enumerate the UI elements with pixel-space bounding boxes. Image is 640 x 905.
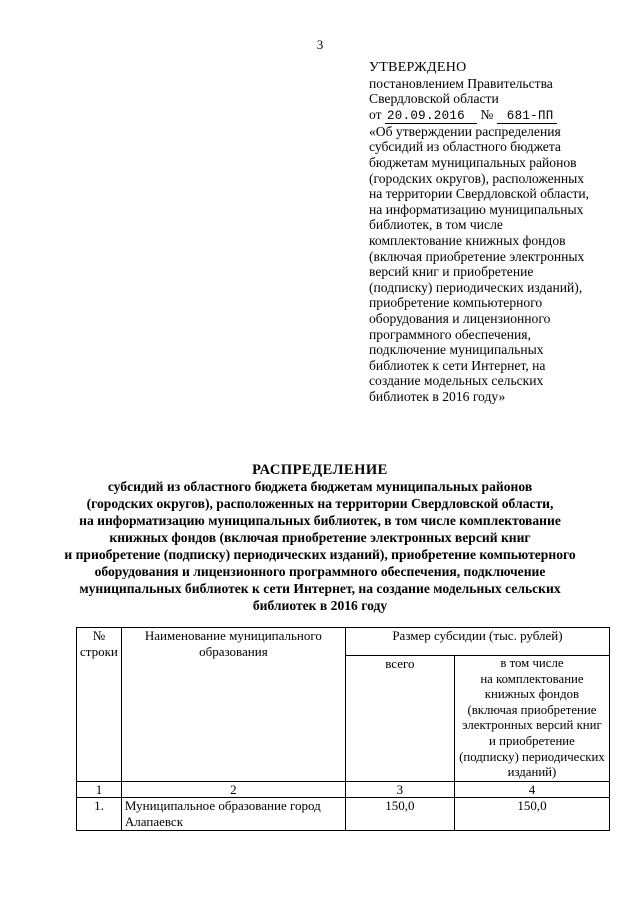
approval-line: создание модельных сельских [369, 373, 544, 389]
approval-line: «Об утверждении распределения [369, 123, 561, 139]
approval-line: комплектование книжных фондов [369, 232, 566, 248]
table-row [77, 798, 610, 830]
approval-line: версий книг и приобретение [369, 264, 534, 280]
municipality-name: Муниципальное образование город Алапаевск [121, 798, 345, 830]
column-number: 2 [121, 781, 345, 798]
approval-line: на территории Свердловской области, [369, 186, 590, 202]
approval-heading: УТВЕРЖДЕНО [369, 60, 467, 75]
subtitle-line: субсидий из областного бюджета бюджетам муниципальных районов [107, 479, 533, 494]
document-title: РАСПРЕДЕЛЕНИЕ [252, 462, 388, 478]
approval-block [369, 60, 619, 404]
approval-line: библиотек к сети Интернет, на [369, 357, 546, 373]
approval-line: библиотек в 2016 году» [369, 388, 506, 404]
column-number: 1 [77, 781, 122, 798]
subtitle-line: муниципальных библиотек к сети Интернет, на создание модельных сельских [79, 581, 561, 596]
column-number: 3 [345, 781, 454, 798]
table-header-row [77, 628, 610, 656]
header-including: в том числе на комплектование книжных фондов (включая приобретение электронных версий книг и приобретение (подписку) периодических изданий) [454, 656, 609, 782]
subtitle-line: оборудования и лицензионного программного обеспечения, подключение [94, 564, 546, 579]
header-subsidy-size: Размер субсидии (тыс. рублей) [345, 628, 609, 656]
row-number: 1. [77, 798, 122, 830]
subtitle-line: библиотек в 2016 году [252, 598, 388, 613]
approval-line: (городских округов), расположенных [369, 170, 585, 186]
approval-line: программного обеспечения, [369, 326, 531, 342]
approval-number: 681-ПП [497, 110, 557, 124]
approval-date-line [369, 107, 619, 124]
header-total: всего [345, 656, 454, 782]
page-number: 3 [316, 37, 324, 52]
subtitle-line: на информатизацию муниципальных библиотек, в том числе комплектование [79, 513, 561, 528]
approval-line: (включая приобретение электронных [369, 248, 585, 264]
subsidy-including: 150,0 [454, 798, 609, 830]
approval-line: на информатизацию муниципальных [369, 201, 584, 217]
subtitle-line: и приобретение (подписку) периодических изданий), приобретение компьютерного [64, 547, 576, 562]
approval-line: (подписку) периодических изданий), [369, 279, 583, 295]
approval-line: библиотек, в том числе [369, 217, 503, 233]
approval-line: постановлением Правительства [369, 75, 553, 91]
date-prefix: от [369, 106, 382, 122]
header-row-number: № строки [77, 628, 122, 782]
number-prefix: № [480, 106, 494, 122]
header-municipality-name: Наименование муниципального образования [121, 628, 345, 782]
table-column-numbers-row [77, 781, 610, 798]
document-subtitle [30, 478, 610, 614]
approval-line: оборудования и лицензионного [369, 310, 551, 326]
approval-date: 20.09.2016 [385, 110, 477, 124]
column-number: 4 [454, 781, 609, 798]
approval-line: приобретение компьютерного [369, 295, 543, 311]
approval-line: субсидий из областного бюджета [369, 139, 561, 155]
subtitle-line: книжных фондов (включая приобретение электронных версий книг [109, 530, 531, 545]
distribution-table [76, 627, 610, 831]
approval-line: бюджетам муниципальных районов [369, 154, 577, 170]
approval-line: Свердловской области [369, 91, 499, 107]
subsidy-total: 150,0 [345, 798, 454, 830]
subtitle-line: (городских округов), расположенных на территории Свердловской области, [86, 496, 554, 511]
approval-line: подключение муниципальных [369, 342, 544, 358]
